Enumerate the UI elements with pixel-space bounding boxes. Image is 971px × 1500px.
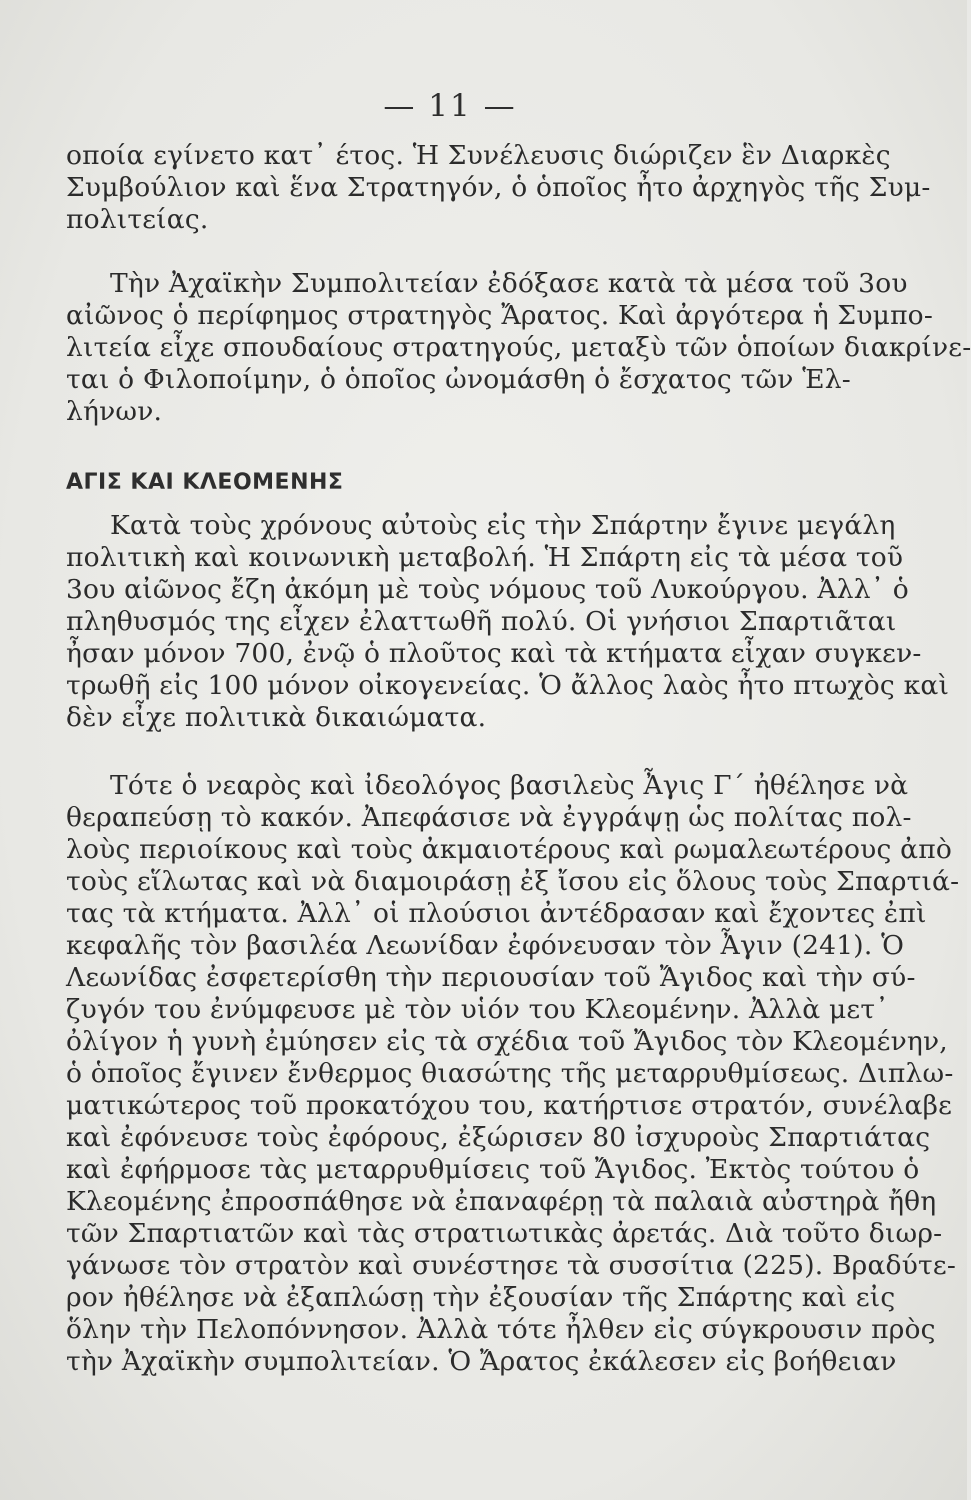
text-line: ματικώτερος τοῦ προκατόχου του, κατήρτισε στρατόν, συνέλαβε <box>66 1090 953 1121</box>
text-line: δὲν εἶχε πολιτικὰ δικαιώματα. <box>66 702 487 733</box>
text-line: ζυγόν του ἐνύμφευσε μὲ τὸν υἱόν του Κλεομένην. Ἀλλὰ μετ᾽ <box>66 994 889 1025</box>
text-line: θεραπεύσῃ τὸ κακόν. Ἀπεφάσισε νὰ ἐγγράψῃ ὡς πολίτας πολ- <box>66 802 912 833</box>
paragraph-1 <box>66 140 931 236</box>
text-line: ται ὁ Φιλοποίμην, ὁ ὁποῖος ὠνομάσθη ὁ ἔσχατος τῶν Ἑλ- <box>66 364 851 395</box>
text-line: πληθυσμός της εἶχεν ἐλαττωθῆ πολύ. Οἱ γνήσιοι Σπαρτιᾶται <box>66 606 897 637</box>
text-line: γάνωσε τὸν στρατὸν καὶ συνέστησε τὰ συσσίτια (225). Βραδύτε- <box>66 1250 956 1281</box>
text-line: πολιτείας. <box>66 204 209 235</box>
text-line: τοὺς εἵλωτας καὶ νὰ διαμοιράσῃ ἐξ ἴσου εἰς ὅλους τοὺς Σπαρτιά- <box>66 866 960 897</box>
text-line: λιτεία εἶχε σπουδαίους στρατηγούς, μεταξὺ τῶν ὁποίων διακρίνε- <box>66 332 971 363</box>
text-line: ρον ἠθέλησε νὰ ἐξαπλώσῃ τὴν ἐξουσίαν τῆς Σπάρτης καὶ εἰς <box>66 1282 896 1313</box>
paragraph-3 <box>66 510 950 734</box>
paragraph-2 <box>66 268 971 428</box>
text-line: τὴν Ἀχαϊκὴν συμπολιτείαν. Ὁ Ἄρατος ἐκάλεσεν εἰς βοήθειαν <box>66 1346 897 1377</box>
text-line: αἰῶνος ὁ περίφημος στρατηγὸς Ἄρατος. Καὶ ἀργότερα ἡ Συμπο- <box>66 300 933 331</box>
text-line: λοὺς περιοίκους καὶ τοὺς ἀκμαιοτέρους καὶ ρωμαλεωτέρους ἀπὸ <box>66 834 953 865</box>
text-line: πολιτικὴ καὶ κοινωνικὴ μεταβολή. Ἡ Σπάρτη εἰς τὰ μέσα τοῦ <box>66 542 904 573</box>
text-line: 3ου αἰῶνος ἔζη ἀκόμη μὲ τοὺς νόμους τοῦ Λυκούργου. Ἀλλ᾽ ὁ <box>66 574 909 605</box>
text-line: Λεωνίδας ἐσφετερίσθη τὴν περιουσίαν τοῦ Ἄγιδος καὶ τὴν σύ- <box>66 962 916 993</box>
text-line: Συμβούλιον καὶ ἕνα Στρατηγόν, ὁ ὁποῖος ἦτο ἀρχηγὸς τῆς Συμ- <box>66 172 931 203</box>
text-line: ὅλην τὴν Πελοπόννησον. Ἀλλὰ τότε ἦλθεν εἰς σύγκρουσιν πρὸς <box>66 1314 936 1345</box>
text-line: κεφαλῆς τὸν βασιλέα Λεωνίδαν ἐφόνευσαν τὸν Ἆγιν (241). Ὁ <box>66 930 905 961</box>
text-line: ἦσαν μόνον 700, ἐνῷ ὁ πλοῦτος καὶ τὰ κτήματα εἶχαν συγκεν- <box>66 638 922 669</box>
paragraph-4 <box>66 770 960 1378</box>
text-line: λήνων. <box>66 396 163 427</box>
section-heading: ΑΓΙΣ ΚΑΙ ΚΛΕΟΜΕΝΗΣ <box>66 470 344 495</box>
text-line: καὶ ἐφόνευσε τοὺς ἐφόρους, ἐξώρισεν 80 ἰσχυροὺς Σπαρτιάτας <box>66 1122 931 1153</box>
page-number: — 11 — <box>383 88 517 124</box>
text-line: ὀλίγον ἡ γυνὴ ἐμύησεν εἰς τὰ σχέδια τοῦ Ἄγιδος τὸν Κλεομένην, <box>66 1026 948 1057</box>
text-line: τας τὰ κτήματα. Ἀλλ᾽ οἱ πλούσιοι ἀντέδρασαν καὶ ἔχοντες ἐπὶ <box>66 898 927 929</box>
text-line: Κλεομένης ἐπροσπάθησε νὰ ἐπαναφέρῃ τὰ παλαιὰ αὐστηρὰ ἤθη <box>66 1186 937 1217</box>
text-line: Τότε ὁ νεαρὸς καὶ ἰδεολόγος βασιλεὺς Ἆγις Γ΄ ἠθέλησε νὰ <box>110 770 909 801</box>
text-line: Κατὰ τοὺς χρόνους αὐτοὺς εἰς τὴν Σπάρτην ἔγινε μεγάλη <box>110 510 896 541</box>
text-line: καὶ ἐφήρμοσε τὰς μεταρρυθμίσεις τοῦ Ἄγιδος. Ἐκτὸς τούτου ὁ <box>66 1154 920 1185</box>
text-line: ὁ ὁποῖος ἔγινεν ἔνθερμος θιασώτης τῆς μεταρρυθμίσεως. Διπλω- <box>66 1058 954 1089</box>
text-line: τρωθῆ εἰς 100 μόνον οἰκογενείας. Ὁ ἄλλος λαὸς ἦτο πτωχὸς καὶ <box>66 670 950 701</box>
text-line: Τὴν Ἀχαϊκὴν Συμπολιτείαν ἐδόξασε κατὰ τὰ μέσα τοῦ 3ου <box>110 268 908 299</box>
text-line: τῶν Σπαρτιατῶν καὶ τὰς στρατιωτικὰς ἀρετάς. Διὰ τοῦτο διωρ- <box>66 1218 943 1249</box>
text-line: οποία εγίνετο κατ᾽ έτος. Ἡ Συνέλευσις διώριζεν ἓν Διαρκὲς <box>66 140 891 171</box>
